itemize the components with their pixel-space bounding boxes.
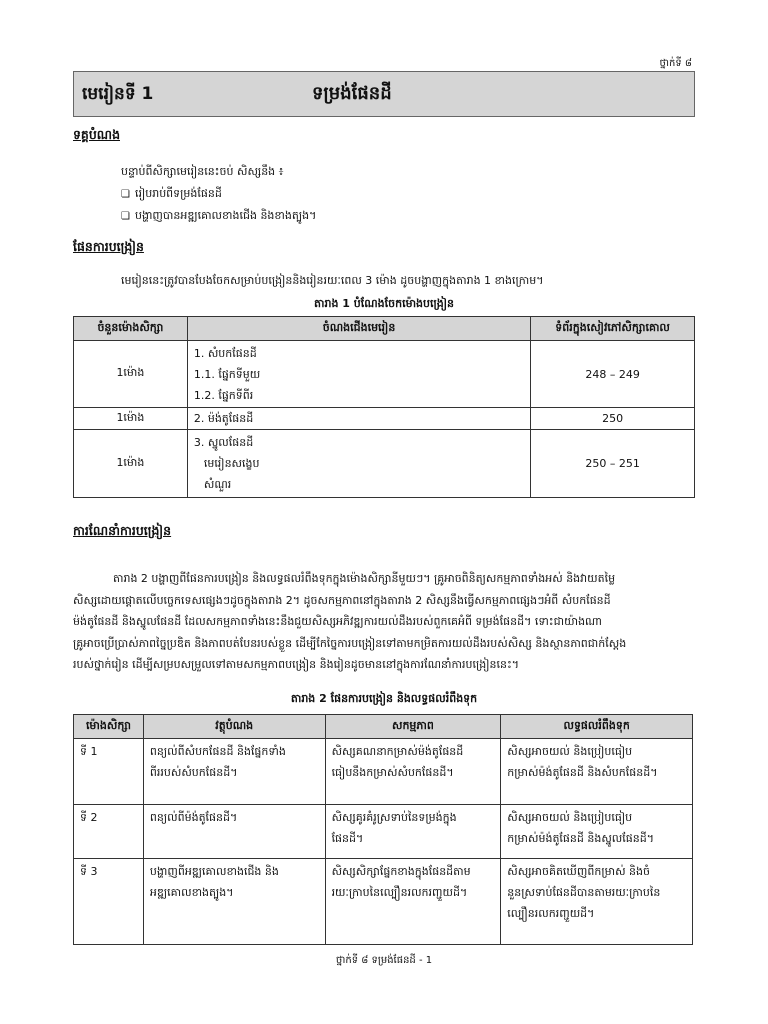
table2-caption: តារាង 2 ផែនការបង្រៀន និងលទ្ធផលរំពឹងទុក — [290, 692, 478, 705]
lesson-cell — [187, 408, 530, 430]
cell-line: សិស្សអាចគិតឃើញពីកម្រាស់ និងចំ — [507, 865, 650, 878]
guide-heading: ការណែនាំការបង្រៀន — [73, 523, 172, 538]
activity-cell — [325, 859, 501, 945]
hours-cell: 1ម៉ោង — [74, 408, 188, 430]
cell-line: រយៈក្រាបនៃល្បឿនរលករញ្ជួយដី។ — [331, 886, 468, 899]
lesson-line: 1. សំបកផែនដី — [193, 346, 257, 360]
objective-cell — [143, 805, 325, 859]
table-row — [74, 408, 695, 430]
table1-caption: តារាង 1 បំណែងចែកម៉ោងបង្រៀន — [313, 297, 455, 310]
lesson-number: មេរៀនទី 1 — [82, 84, 154, 104]
table1-header: ចំណងជើងមេរៀន — [187, 317, 530, 341]
objective-item: ❏ រៀបរាប់ពីទម្រង់ផែនដី — [121, 184, 222, 205]
cell-line: សិស្សគូរគំរូស្រទាប់នៃទម្រង់ក្នុង — [331, 811, 457, 824]
guide-line: សិស្សដោយផ្ដោតលើបច្ចេកទេសផ្សេងៗដូចក្នុងតារាង 2។ ដូចសកម្មភាពនៅក្នុងតារាង 2 សិស្សនឹងធ្វើសកម្មភាពផ្សេងៗអំពី សំបកផែនដី — [73, 593, 611, 607]
objective-item: ❏ បង្ហាញបានអឌ្ឍគោលខាងជើង និងខាងត្បូង។ — [121, 206, 316, 227]
objective-cell — [143, 859, 325, 945]
lesson-line: មេរៀនសង្ខេប — [203, 457, 260, 470]
table2-header: ម៉ោងសិក្សា — [74, 715, 144, 739]
cell-line: កម្រាស់ម៉ង់តូផែនដី និងសំបកផែនដី។ — [507, 766, 658, 779]
guide-line: របស់ថ្នាក់រៀន ដើម្បីសម្របសម្រួលទៅតាមសកម្មភាពបង្រៀន និងរៀនដូចមាននៅក្នុងការណែនាំការបង្រៀននេះ។ — [73, 658, 520, 671]
lesson-line: សំណួរ — [203, 478, 232, 491]
lesson-line: 2. ម៉ង់តូផែនដី — [193, 412, 254, 425]
table2-header: សកម្មភាព — [325, 715, 501, 739]
page-footer: ថ្នាក់ទី ៨ ទម្រង់ផែនដី - 1 — [335, 955, 433, 966]
activity-cell — [325, 805, 501, 859]
objectives-heading: ទគ្គបំណង — [73, 127, 120, 142]
guide-line: ម៉ង់តូផែនដី និងស្នូលផែនដី ដែលសកម្មភាពទាំងនេះនឹងជួយសិស្សអភិវឌ្ឍការយល់ដឹងរបស់ពួកគេអំពី ទម្រង់ផែនដី។ ទោះជាយ៉ាងណា — [73, 615, 602, 628]
outcome-cell — [501, 859, 693, 945]
cell-line: ផែនដី។ — [331, 832, 364, 845]
outcome-cell — [501, 805, 693, 859]
cell-line: សិស្សអាចយល់ និងប្រៀបធៀប — [507, 811, 633, 824]
lesson-title: ទម្រង់ផែនដី — [312, 83, 392, 104]
guide-paragraph — [73, 568, 695, 676]
table2-header: វត្ថុបំណង — [143, 715, 325, 739]
cell-line: សិស្សសិក្សាផ្នែកខាងក្នុងផែនដីតាម — [331, 865, 471, 878]
plan-heading: ផែនការបង្រៀន — [73, 239, 144, 254]
pages-cell: 248 – 249 — [531, 341, 695, 408]
pages-cell: 250 – 251 — [531, 430, 695, 498]
cell-line: សិស្សគណនាកម្រាស់ម៉ង់តូផែនដី — [331, 745, 464, 758]
guide-line: គ្រូអាចប្រើប្រាស់ភាពច្នៃប្រឌិត និងភាពបត់បែនរបស់ខ្លួន ដើម្បីកែច្នៃការបង្រៀនទៅតាមកម្រិតការយល់ដឹងរបស់សិស្ស និងស្ថានភាពជាក់ស្តែង — [73, 636, 627, 650]
table-row — [74, 430, 695, 498]
cell-line: ពីររបស់សំបកផែនដី។ — [149, 766, 238, 779]
cell-line: បង្ហាញពីអឌ្ឍគោលខាងជើង និង — [149, 865, 279, 878]
pages-cell: 250 — [531, 408, 695, 430]
hour-cell: ទី 2 — [74, 805, 144, 859]
table2-header: លទ្ធផលរំពឹងទុក — [501, 715, 693, 739]
table-row — [74, 739, 693, 805]
title-bar — [73, 71, 695, 117]
hour-cell: ទី 1 — [74, 739, 144, 805]
grade-label: ថ្នាក់ទី ៨ — [659, 58, 692, 69]
objective-cell — [143, 739, 325, 805]
plan-table — [73, 714, 693, 945]
table1-header: ទំព័រក្នុងសៀវភៅសិក្សាគោល — [531, 317, 695, 341]
cell-line: ពន្យល់ពីសំបកផែនដី និងផ្នែកទាំង — [149, 745, 286, 758]
outcome-cell — [501, 739, 693, 805]
cell-line: នួនស្រទាប់ផែនដីបានតាមរយៈក្រាបនៃ — [507, 886, 661, 899]
lesson-line: 3. ស្នូលផែនដី — [193, 436, 254, 449]
cell-line: ពន្យល់ពីម៉ង់តូផែនដី។ — [149, 811, 238, 824]
objectives-intro: បន្ទាប់ពីសិក្សាមេរៀននេះចប់ សិស្សនឹង ៖ — [121, 165, 284, 178]
cell-line: កម្រាស់ម៉ង់តូផែនដី និងស្នូលផែនដី។ — [507, 832, 654, 845]
table1-header: ចំនួនម៉ោងសិក្សា — [74, 317, 188, 341]
lesson-line: 1.1. ផ្នែកទីមួយ — [193, 367, 261, 381]
guide-line: តារាង 2 បង្ហាញពីផែនការបង្រៀន និងលទ្ធផលរំពឹងទុកក្នុងម៉ោងសិក្សានីមួយៗ។ គ្រូអាចពិនិត្យសកម្មភាពទាំងអស់ និងវាយតម្លៃ — [113, 572, 616, 585]
cell-line: ល្បឿនរលករញ្ជួយដី។ — [507, 907, 595, 920]
allocation-table — [73, 316, 695, 498]
lesson-cell — [187, 341, 530, 408]
table-row — [74, 341, 695, 408]
hours-cell: 1ម៉ោង — [74, 341, 188, 408]
plan-text: មេរៀននេះត្រូវបានបែងចែកសម្រាប់បង្រៀននិងរៀនរយៈពេល 3 ម៉ោង ដូចបង្ហាញក្នុងតារាង 1 ខាងក្រោម។ — [121, 274, 544, 287]
table-row — [74, 805, 693, 859]
lesson-cell — [187, 430, 530, 498]
lesson-line: 1.2. ផ្នែកទីពីរ — [193, 388, 254, 402]
cell-line: អឌ្ឍគោលខាងត្បូង។ — [149, 886, 234, 899]
hours-cell: 1ម៉ោង — [74, 430, 188, 498]
cell-line: សិស្សអាចយល់ និងប្រៀបធៀប — [507, 745, 633, 758]
activity-cell — [325, 739, 501, 805]
cell-line: ធៀបនឹងកម្រាស់សំបកផែនដី។ — [331, 766, 454, 779]
table-row — [74, 859, 693, 945]
hour-cell: ទី 3 — [74, 859, 144, 945]
